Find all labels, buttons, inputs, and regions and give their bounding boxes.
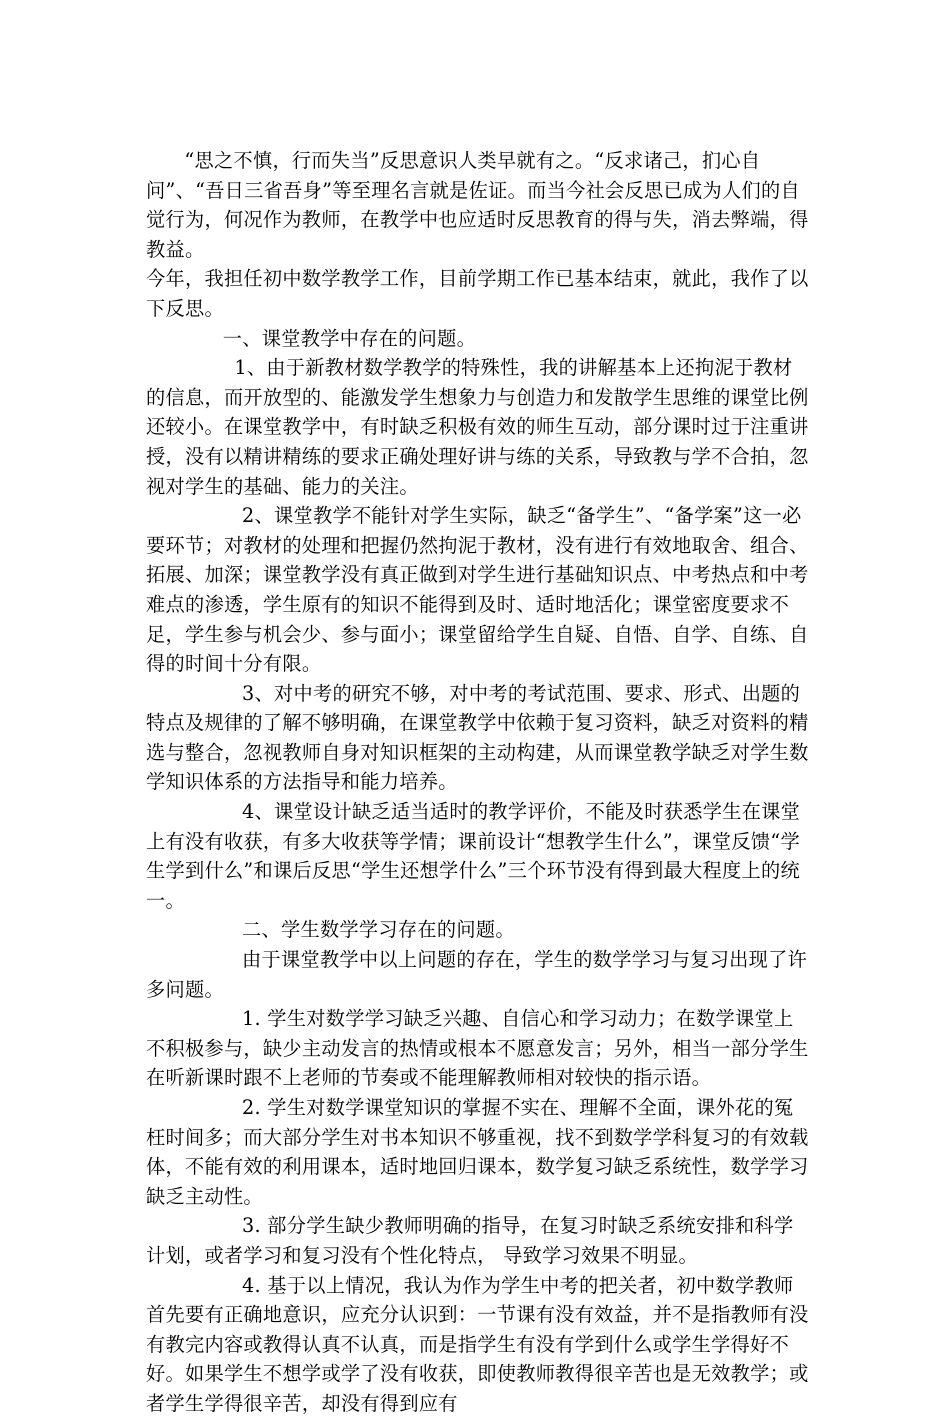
paragraph-issue-4: 4、课堂设计缺乏适当适时的教学评价，不能及时获悉学生在课堂上有没有收获，有多大收获等学情；课前设计“想教学生什么”，课堂反馈“学生学到什么”和课后反思“学生还想学什么”三个环节没有得到最大程度上的统一。 (146, 800, 801, 912)
paragraph-student-3: 3. 部分学生缺少教师明确的指导，在复习时缺乏系统安排和科学计划，或者学习和复习没有个性化特点， 导致学习效果不明显。 (146, 1214, 794, 1267)
paragraph-issue-2: 2、课堂教学不能针对学生实际，缺乏“备学生”、“备学案”这一必要环节；对教材的处理和把握仍然拘泥于教材，没有进行有效地取舍、组合、拓展、加深；课堂教学没有真正做到对学生进行基础知识点、中考热点和中考难点的渗透，学生原有的知识不能得到及时、适时地活化；课堂密度要求不足，学生参与机会少、参与面小；课堂留给学生自疑、自悟、自学、自练、自得的时间十分有限。 (146, 504, 809, 676)
paragraph-student-intro: 由于课堂教学中以上问题的存在，学生的数学学习与复习出现了许多问题。 (146, 948, 808, 1001)
paragraph-student-4: 4. 基于以上情况，我认为作为学生中考的把关者，初中数学教师首先要有正确地意识，应充分认识到：一节课有没有效益，并不是指教师有没有教完内容或教得认真不认真，而是指学生有没有学到什么或学生学得好不好。如果学生不想学或学了没有收获，即使教师教得很辛苦也是无效教学；或者学生学得很辛苦，却没有得到应有 (146, 1273, 809, 1415)
paragraph-issue-1: 1、由于新教材数学教学的特殊性，我的讲解基本上还拘泥于教材的信息，而开放型的、能激发学生想象力与创造力和发散学生思维的课堂比例还较小。在课堂教学中，有时缺乏积极有效的师生互动，部分课时过于注重讲授，没有以精讲精练的要求正确处理好讲与练的关系，导致教与学不合拍，忽视对学生的基础、能力的关注。 (146, 356, 809, 498)
paragraph-context: 今年，我担任初中数学教学工作，目前学期工作已基本结束，就此，我作了以下反思。 (146, 267, 809, 320)
paragraph-intro: “思之不慎，行而失当”反思意识人类早就有之。“反求诸己，扪心自问”、“吾日三省吾身”等至理名言就是佐证。而当今社会反思已成为人们的自觉行为，何况作为教师，在教学中也应适时反思教育的得与失，消去弊端，得教益。 (146, 149, 809, 261)
document-page (146, 146, 810, 1419)
paragraph-student-2: 2. 学生对数学课堂知识的掌握不实在、理解不全面，课外花的冤枉时间多；而大部分学生对书本知识不够重视，找不到数学学科复习的有效载体，不能有效的利用课本，适时地回归课本，数学复习缺乏系统性，数学学习缺乏主动性。 (146, 1096, 809, 1208)
paragraph-issue-3: 3、对中考的研究不够，对中考的考试范围、要求、形式、出题的特点及规律的了解不够明确，在课堂教学中依赖于复习资料，缺乏对资料的精选与整合，忽视教师自身对知识框架的主动构建，从而课堂教学缺乏对学生数学知识体系的方法指导和能力培养。 (146, 681, 809, 794)
section-heading-2: 二、学生数学学习存在的问题。 (242, 918, 515, 942)
paragraph-student-1: 1. 学生对数学学习缺乏兴趣、自信心和学习动力；在数学课堂上不积极参与，缺少主动发言的热情或根本不愿意发言；另外，相当一部分学生在听新课时跟不上老师的节奏或不能理解教师相对较快的指示语。 (146, 1007, 809, 1090)
section-heading-1: 一、课堂教学中存在的问题。 (222, 326, 477, 350)
